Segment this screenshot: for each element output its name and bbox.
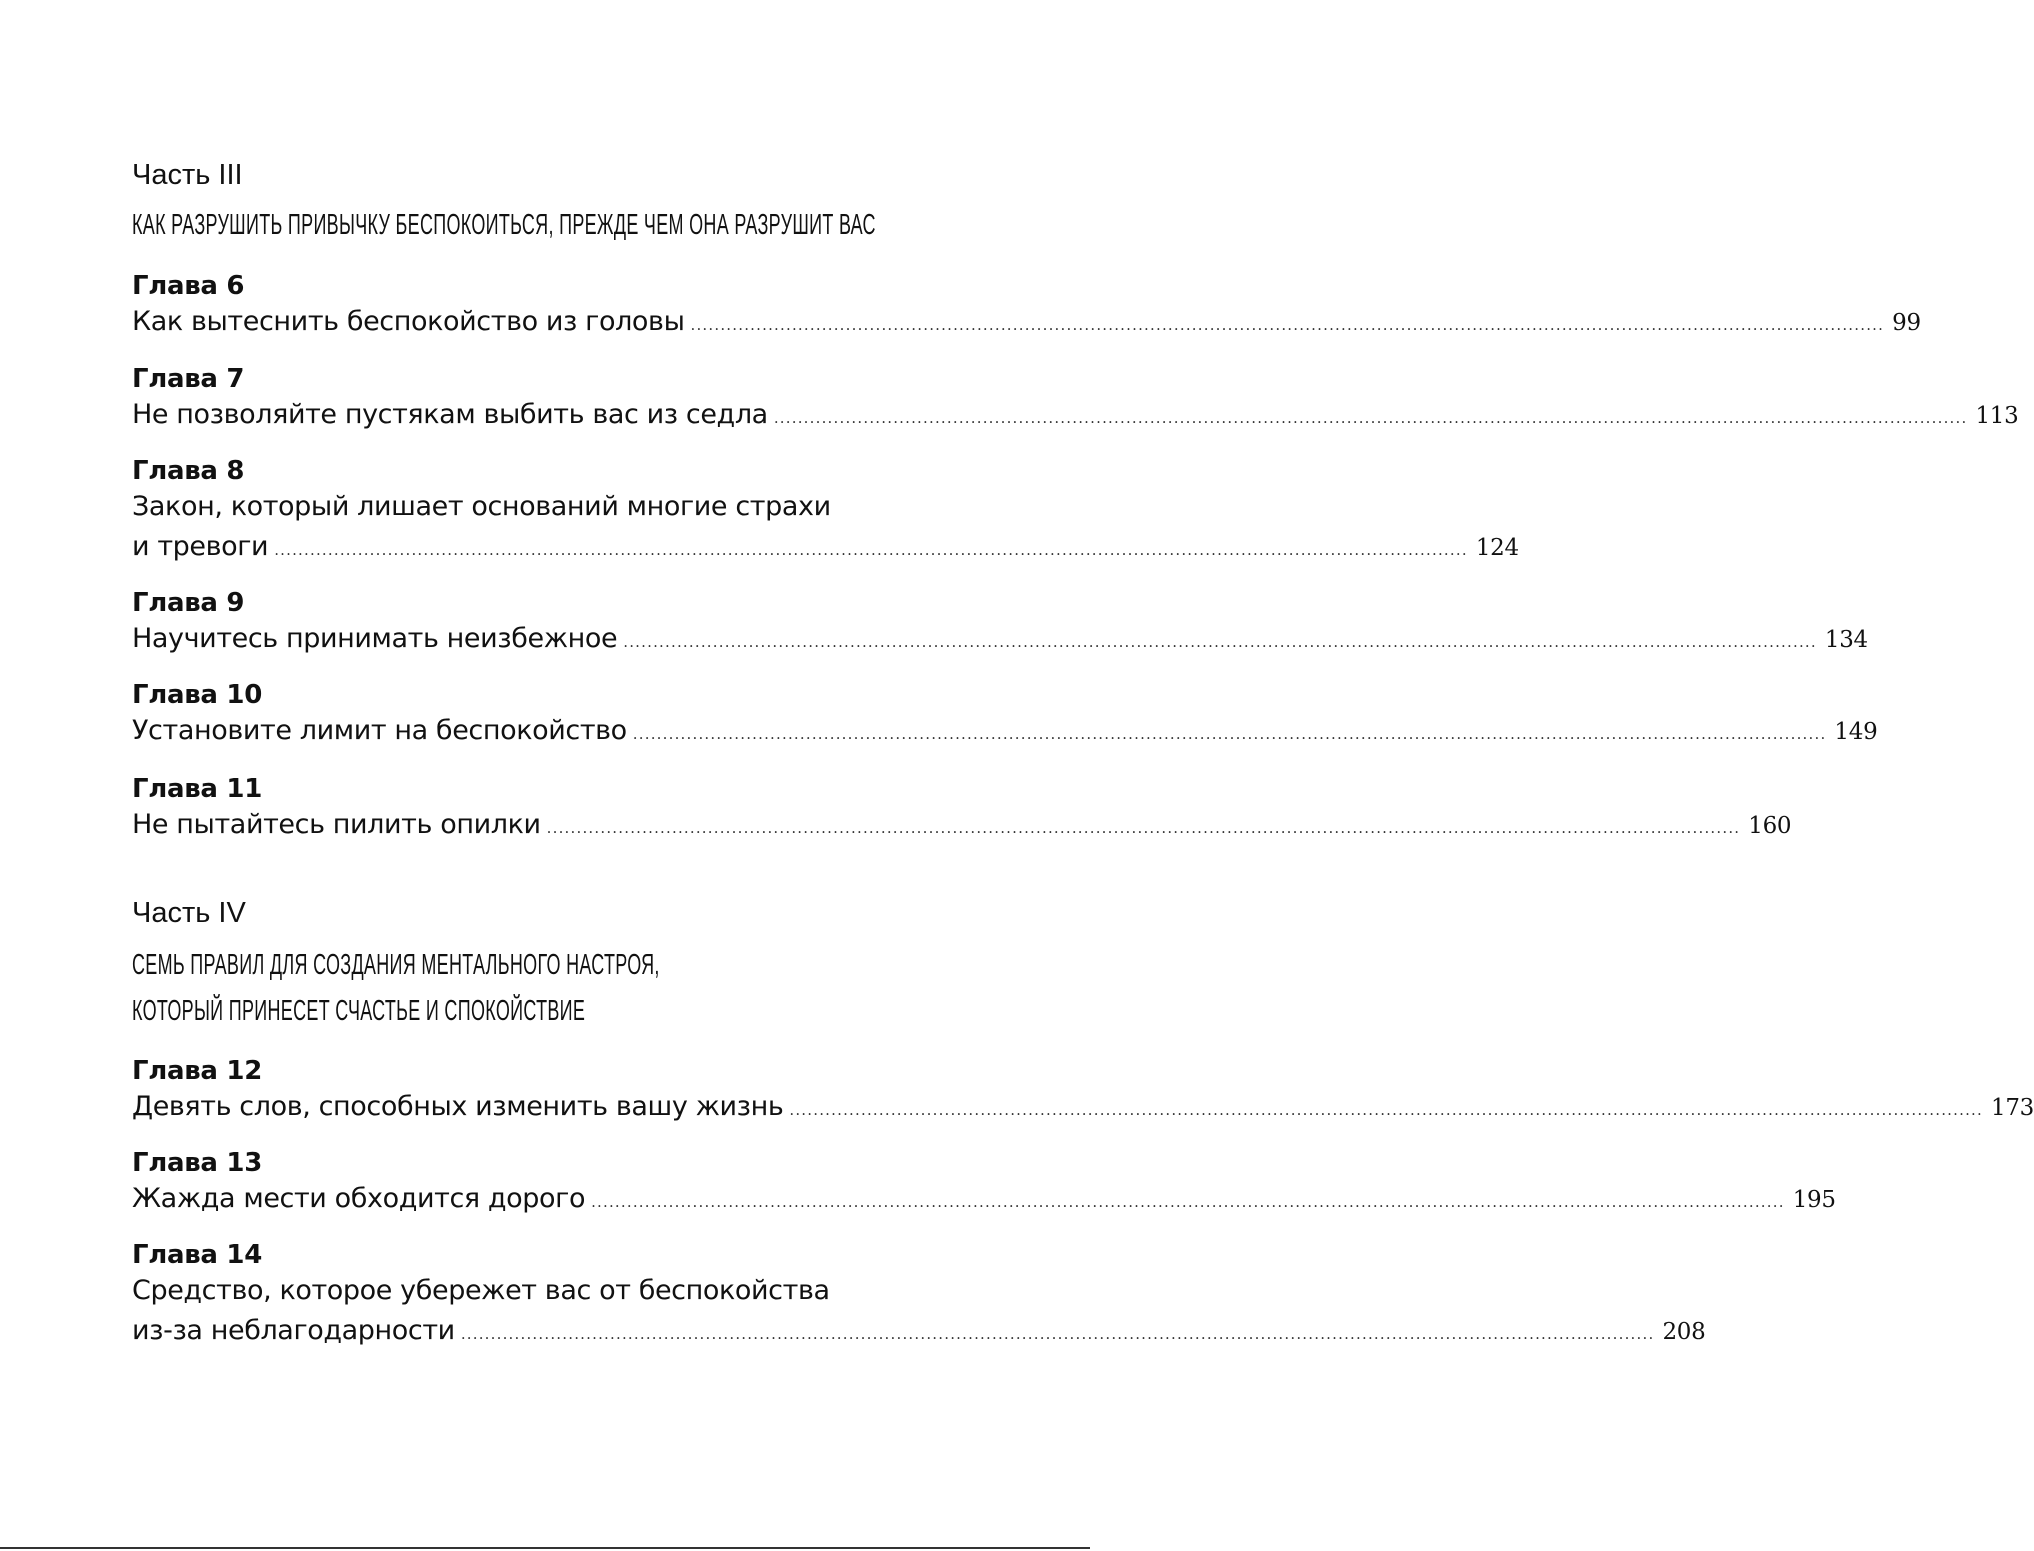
chapter-title-line: Закон, который лишает оснований многие страхи xyxy=(132,491,831,522)
chapter-title: Как вытеснить беспокойство из головы xyxy=(132,306,685,337)
chapter-title: Научитесь принимать неизбежное xyxy=(132,623,618,654)
dot-leader: ........................................................................................................................................................................................................ xyxy=(690,316,1885,334)
chapter-title: Не пытайтесь пилить опилки xyxy=(132,809,541,840)
chapter-title-line xyxy=(132,711,1878,751)
toc-entry[interactable] xyxy=(132,363,2019,435)
chapter-title-line xyxy=(132,395,2019,435)
dot-leader: ........................................................................................................................................................................................................ xyxy=(546,819,1741,837)
dot-leader: ........................................................................................................................................................................................................ xyxy=(460,1325,1655,1343)
chapter-label: Глава 12 xyxy=(132,1056,262,1086)
chapter-label: Глава 13 xyxy=(132,1148,262,1178)
toc-entry[interactable] xyxy=(132,587,1868,659)
page-number: 99 xyxy=(1892,310,1921,336)
toc-entry[interactable] xyxy=(132,679,1878,751)
chapter-label: Глава 6 xyxy=(132,271,245,301)
chapter-title: Установите лимит на беспокойство xyxy=(132,715,627,746)
chapter-label: Глава 7 xyxy=(132,364,245,394)
page-number: 113 xyxy=(1975,403,2019,429)
chapter-title-line xyxy=(132,302,1921,342)
chapter-title-line: Средство, которое убережет вас от беспокойства xyxy=(132,1275,830,1306)
toc-entry[interactable] xyxy=(132,270,1921,342)
toc-entry[interactable] xyxy=(132,1147,1836,1219)
part-label: Часть III xyxy=(132,159,243,191)
chapter-label: Глава 10 xyxy=(132,680,262,710)
dot-leader: ........................................................................................................................................................................................................ xyxy=(789,1101,1983,1119)
part-title: КАК РАЗРУШИТЬ ПРИВЫЧКУ БЕСПОКОИТЬСЯ, ПРЕЖДЕ ЧЕМ ОНА РАЗРУШИТ ВАС xyxy=(132,209,876,241)
dot-leader: ........................................................................................................................................................................................................ xyxy=(773,409,1968,427)
toc-entry[interactable] xyxy=(132,455,1519,567)
part-title: СЕМЬ ПРАВИЛ ДЛЯ СОЗДАНИЯ МЕНТАЛЬНОГО НАСТРОЯ, xyxy=(132,949,660,981)
chapter-title: Не позволяйте пустякам выбить вас из седла xyxy=(132,399,768,430)
chapter-label: Глава 11 xyxy=(132,774,262,804)
toc-entry[interactable] xyxy=(132,773,1792,845)
toc-entry[interactable] xyxy=(132,1055,2034,1127)
dot-leader: ........................................................................................................................................................................................................ xyxy=(632,725,1827,743)
toc-entry[interactable] xyxy=(132,1239,1706,1351)
chapter-title-line xyxy=(132,527,1519,567)
chapter-title: из-за неблагодарности xyxy=(132,1315,455,1346)
chapter-title-line xyxy=(132,1087,2034,1127)
chapter-title-line xyxy=(132,805,1792,845)
dot-leader: ........................................................................................................................................................................................................ xyxy=(274,541,1468,559)
dot-leader: ........................................................................................................................................................................................................ xyxy=(591,1193,1785,1211)
dot-leader: ........................................................................................................................................................................................................ xyxy=(623,633,1817,651)
chapter-label: Глава 9 xyxy=(132,588,245,618)
page-bottom-rule xyxy=(0,1547,1090,1549)
part-label: Часть IV xyxy=(132,897,246,929)
chapter-title: Девять слов, способных изменить вашу жизнь xyxy=(132,1091,784,1122)
chapter-title: Жажда мести обходится дорого xyxy=(132,1183,586,1214)
page-number: 160 xyxy=(1748,813,1792,839)
page-number: 134 xyxy=(1824,627,1868,653)
chapter-label: Глава 14 xyxy=(132,1240,262,1270)
part-title: КОТОРЫЙ ПРИНЕСЕТ СЧАСТЬЕ И СПОКОЙСТВИЕ xyxy=(132,995,586,1027)
page-number: 149 xyxy=(1834,719,1878,745)
chapter-title-line xyxy=(132,1179,1836,1219)
page-number: 124 xyxy=(1475,535,1519,561)
page-number: 173 xyxy=(1991,1095,2034,1121)
page-number: 208 xyxy=(1662,1319,1706,1345)
chapter-title-line xyxy=(132,1311,1706,1351)
chapter-title-line xyxy=(132,619,1868,659)
chapter-label: Глава 8 xyxy=(132,456,245,486)
page-number: 195 xyxy=(1792,1187,1836,1213)
chapter-title: и тревоги xyxy=(132,531,269,562)
